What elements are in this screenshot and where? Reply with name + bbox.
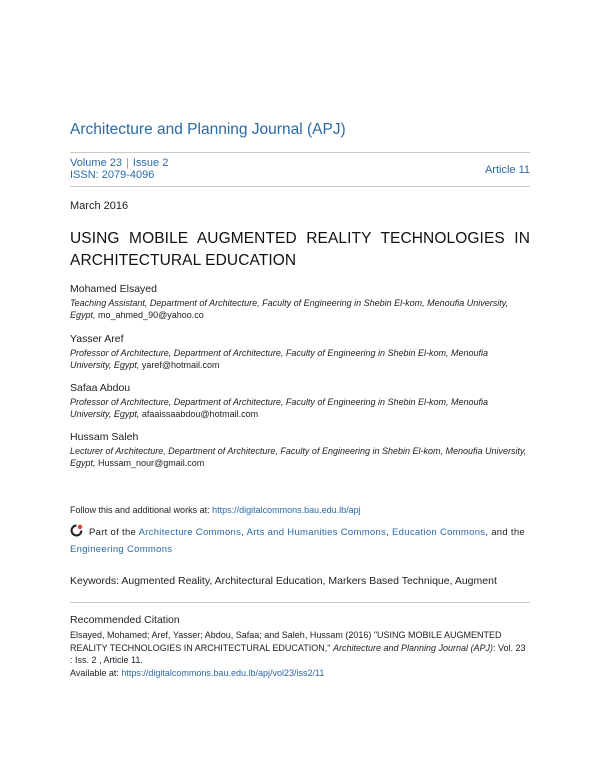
divider-top bbox=[70, 152, 530, 153]
volume-issue bbox=[70, 157, 168, 169]
and-the-text: , and the bbox=[485, 527, 526, 538]
part-of-line bbox=[70, 524, 530, 558]
follow-text: Follow this and additional works at: bbox=[70, 505, 210, 515]
author-email: afaaissaabdou@hotmail.com bbox=[141, 409, 259, 419]
author-block bbox=[70, 382, 530, 420]
article-number[interactable]: Article 11 bbox=[484, 164, 530, 176]
engineering-commons-link[interactable]: Engineering Commons bbox=[70, 544, 173, 555]
affiliation-text: Professor of Architecture, Department of Architecture, Faculty of Engineering in Shebin El-kom, Menoufia University, Egypt, bbox=[70, 348, 489, 370]
author-block bbox=[70, 431, 530, 469]
author-email: Hussam_nour@gmail.com bbox=[98, 458, 205, 468]
commons-network-icon bbox=[70, 524, 83, 537]
volume-issue-separator: | bbox=[125, 157, 129, 169]
keywords-label: Keywords: bbox=[70, 575, 120, 587]
available-at-line bbox=[70, 668, 324, 678]
divider-middle bbox=[70, 186, 530, 187]
issue-link[interactable]: Issue 2 bbox=[132, 157, 169, 169]
education-commons-link[interactable]: Education Commons bbox=[392, 527, 486, 538]
paper-title: USING MOBILE AUGMENTED REALITY TECHNOLOGIES IN ARCHITECTURAL EDUCATION bbox=[70, 230, 530, 269]
author-name: Yasser Aref bbox=[70, 333, 124, 345]
divider-citation bbox=[70, 602, 530, 603]
separator: , bbox=[241, 527, 245, 538]
publication-date: March 2016 bbox=[70, 200, 129, 212]
affiliation-text: Lecturer of Architecture, Department of Architecture, Faculty of Engineering in Shebin El-kom, Menoufia University, Egypt, bbox=[70, 446, 527, 468]
citation-volume: : Vol. 23 : Iss. 2 , Article 11. bbox=[70, 642, 526, 665]
separator: , bbox=[386, 527, 390, 538]
author-affiliation bbox=[70, 347, 530, 371]
issn: ISSN: 2079-4096 bbox=[70, 169, 155, 181]
affiliation-text: Teaching Assistant, Department of Architecture, Faculty of Engineering in Shebin El-kom, Menoufia University, Egypt, bbox=[70, 298, 509, 320]
follow-link[interactable]: https://digitalcommons.bau.edu.lb/apj bbox=[212, 505, 361, 515]
citation-text bbox=[70, 629, 530, 667]
author-affiliation bbox=[70, 297, 530, 321]
author-name: Hussam Saleh bbox=[70, 431, 139, 443]
author-affiliation bbox=[70, 445, 530, 469]
affiliation-text: Professor of Architecture, Department of Architecture, Faculty of Engineering in Shebin El-kom, Menoufia University, Egypt, bbox=[70, 397, 489, 419]
available-link[interactable]: https://digitalcommons.bau.edu.lb/apj/vol23/iss2/11 bbox=[121, 668, 325, 678]
keywords-line bbox=[70, 575, 497, 587]
citation-journal: Architecture and Planning Journal (APJ) bbox=[332, 642, 494, 653]
author-name: Safaa Abdou bbox=[70, 382, 131, 394]
author-affiliation bbox=[70, 396, 530, 420]
keywords-value: Augmented Reality, Architectural Education, Markers Based Technique, Augment bbox=[121, 575, 497, 587]
arts-humanities-commons-link[interactable]: Arts and Humanities Commons bbox=[246, 527, 387, 538]
volume-link[interactable]: Volume 23 bbox=[70, 157, 122, 169]
available-label: Available at: bbox=[70, 668, 119, 678]
author-block bbox=[70, 333, 530, 371]
citation-heading: Recommended Citation bbox=[70, 614, 180, 626]
part-of-prefix: Part of the bbox=[89, 527, 137, 538]
author-email: yaref@hotmail.com bbox=[141, 360, 220, 370]
follow-line bbox=[70, 505, 361, 515]
architecture-commons-link[interactable]: Architecture Commons bbox=[138, 527, 242, 538]
author-email: mo_ahmed_90@yahoo.co bbox=[98, 310, 204, 320]
author-block bbox=[70, 283, 530, 321]
author-name: Mohamed Elsayed bbox=[70, 283, 157, 295]
journal-title[interactable]: Architecture and Planning Journal (APJ) bbox=[70, 121, 346, 138]
citation-body: Elsayed, Mohamed; Aref, Yasser; Abdou, Safaa; and Saleh, Hussam (2016) "USING MOBILE AUGMENTED REALITY TECHNOLOGIES IN ARCHITECTURAL EDUCATION," bbox=[70, 630, 502, 653]
